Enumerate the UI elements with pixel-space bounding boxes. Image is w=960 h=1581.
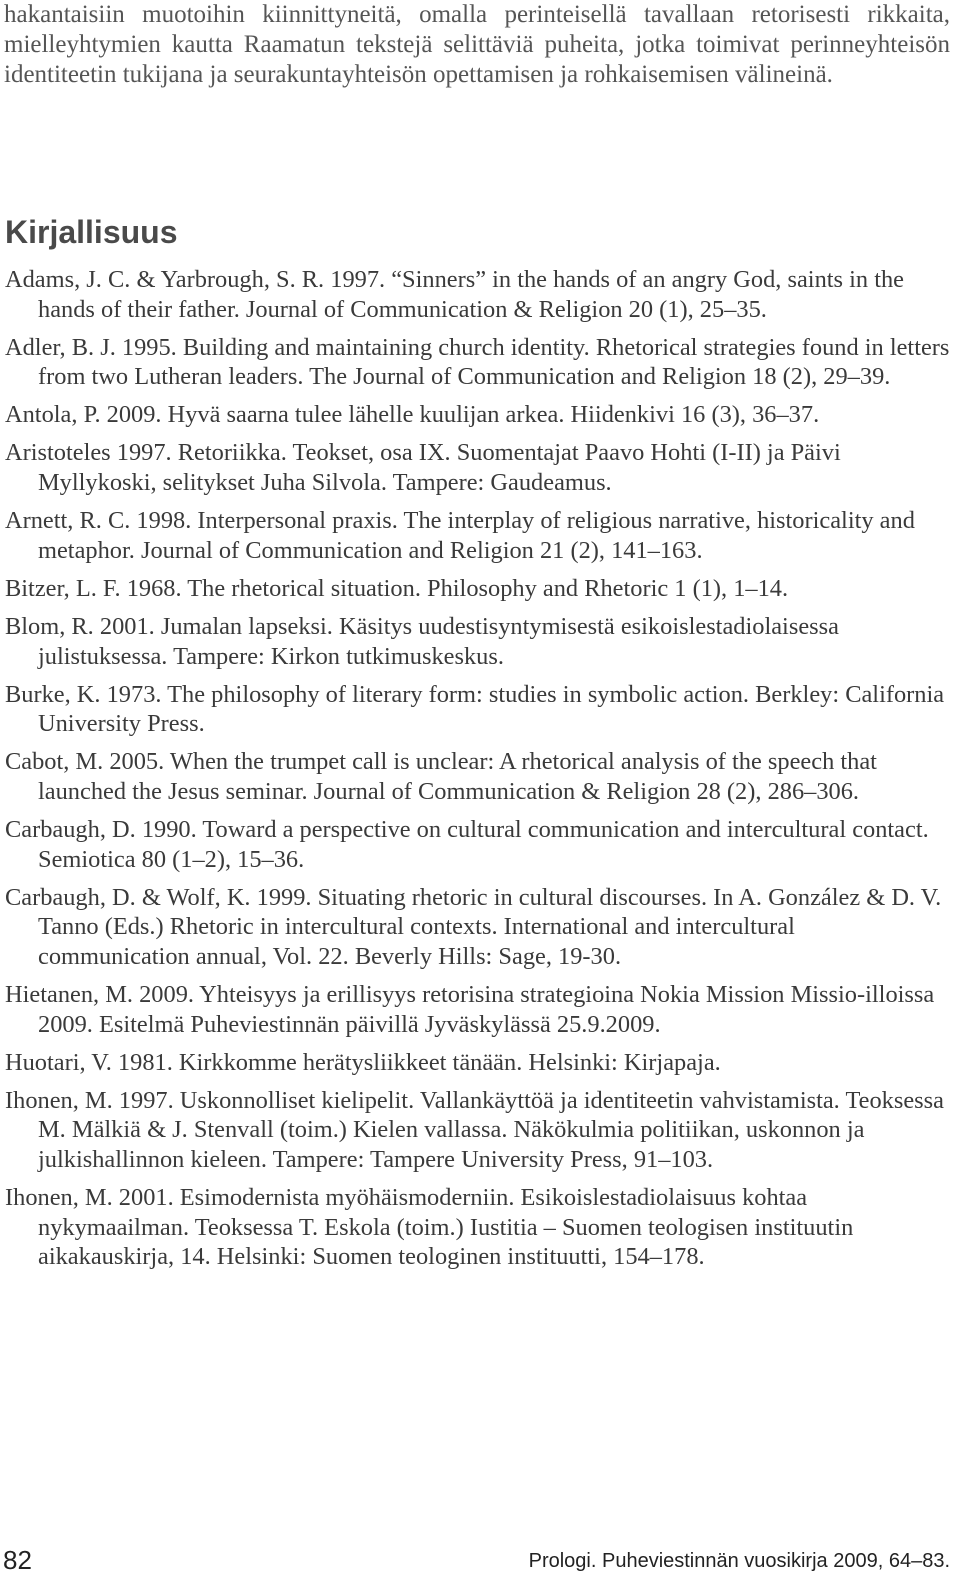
reference-item: Adams, J. C. & Yarbrough, S. R. 1997. “Sinners” in the hands of an angry God, saints in the hands of their father. Journal of Communication & Religion 20 (1), 25–35. <box>5 266 904 323</box>
reference-item: Arnett, R. C. 1998. Interpersonal praxis. The interplay of religious narrative, historicality and metaphor. Journal of Communication and Religion 21 (2), 141–163. <box>5 507 915 564</box>
reference-item: Adler, B. J. 1995. Building and maintaining church identity. Rhetorical strategies found in letters from two Lutheran leaders. The Journal of Communication and Religion 18 (2), 29–39. <box>5 333 950 391</box>
reference-item: Ihonen, M. 1997. Uskonnolliset kielipelit. Vallankäyttöä ja identiteetin vahvistamista. Teoksessa M. Mälkiä & J. Stenvall (toim.) Kielen vallassa. Näkökulmia politiikan, uskonnon ja julkishallinnon kieleen. Tampere: Tampere University Press, 91–103. <box>5 1086 944 1173</box>
page-number: 82 <box>3 1545 32 1575</box>
intro-paragraph: hakantaisiin muotoihin kiinnittyneitä, omalla perinteisellä tavallaan retorisesti rikkaita, mielleyhtymien kautta Raamatun tekstejä selittäviä puheita, jotka toimivat perinneyhteisön identiteetin tukijana ja seurakuntayhteisön opettamisen ja rohkaisemisen välineinä. <box>4 1 950 88</box>
reference-item: Blom, R. 2001. Jumalan lapseksi. Käsitys uudestisyntymisestä esikoislestadiolaisessa julistuksessa. Tampere: Kirkon tutkimuskeskus. <box>5 612 839 670</box>
reference-item: Burke, K. 1973. The philosophy of literary form: studies in symbolic action. Berkley: California University Press. <box>5 680 945 738</box>
reference-item: Huotari, V. 1981. Kirkkomme herätysliikkeet tänään. Helsinki: Kirjapaja. <box>5 1048 721 1076</box>
reference-item: Carbaugh, D. 1990. Toward a perspective on cultural communication and intercultural contact. Semiotica 80 (1–2), 15–36. <box>5 816 929 873</box>
reference-item: Cabot, M. 2005. When the trumpet call is unclear: A rhetorical analysis of the speech that launched the Jesus seminar. Journal of Communication & Religion 28 (2), 286–306. <box>5 748 877 805</box>
reference-item: Hietanen, M. 2009. Yhteisyys ja erillisyys retorisina strategioina Nokia Mission Missio-illoissa 2009. Esitelmä Puheviestinnän päivillä Jyväskylässä 25.9.2009. <box>5 980 935 1038</box>
reference-item: Carbaugh, D. & Wolf, K. 1999. Situating rhetoric in cultural discourses. In A. González & D. V. Tanno (Eds.) Rhetoric in intercultural contexts. International and intercultural communication annual, Vol. 22. Beverly Hills: Sage, 19-30. <box>5 883 942 970</box>
reference-item: Aristoteles 1997. Retoriikka. Teokset, osa IX. Suomentajat Paavo Hohti (I-II) ja Päivi Myllykoski, selitykset Juha Silvola. Tampere: Gaudeamus. <box>5 439 841 497</box>
reference-item: Ihonen, M. 2001. Esimodernista myöhäismoderniin. Esikoislestadiolaisuus kohtaa nykymaailman. Teoksessa T. Eskola (toim.) Iustitia – Suomen teologisen instituutin aikakauskirja, 14. Helsinki: Suomen teologinen instituutti, 154–178. <box>5 1184 854 1271</box>
reference-item: Antola, P. 2009. Hyvä saarna tulee lähelle kuulijan arkea. Hiidenkivi 16 (3), 36–37. <box>5 401 820 429</box>
page-footer <box>0 1543 960 1581</box>
reference-item: Bitzer, L. F. 1968. The rhetorical situation. Philosophy and Rhetoric 1 (1), 1–14. <box>5 574 789 602</box>
running-footer: Prologi. Puheviestinnän vuosikirja 2009, 64–83. <box>528 1550 950 1572</box>
reference-list <box>5 265 950 1280</box>
section-heading: Kirjallisuus <box>5 214 178 250</box>
